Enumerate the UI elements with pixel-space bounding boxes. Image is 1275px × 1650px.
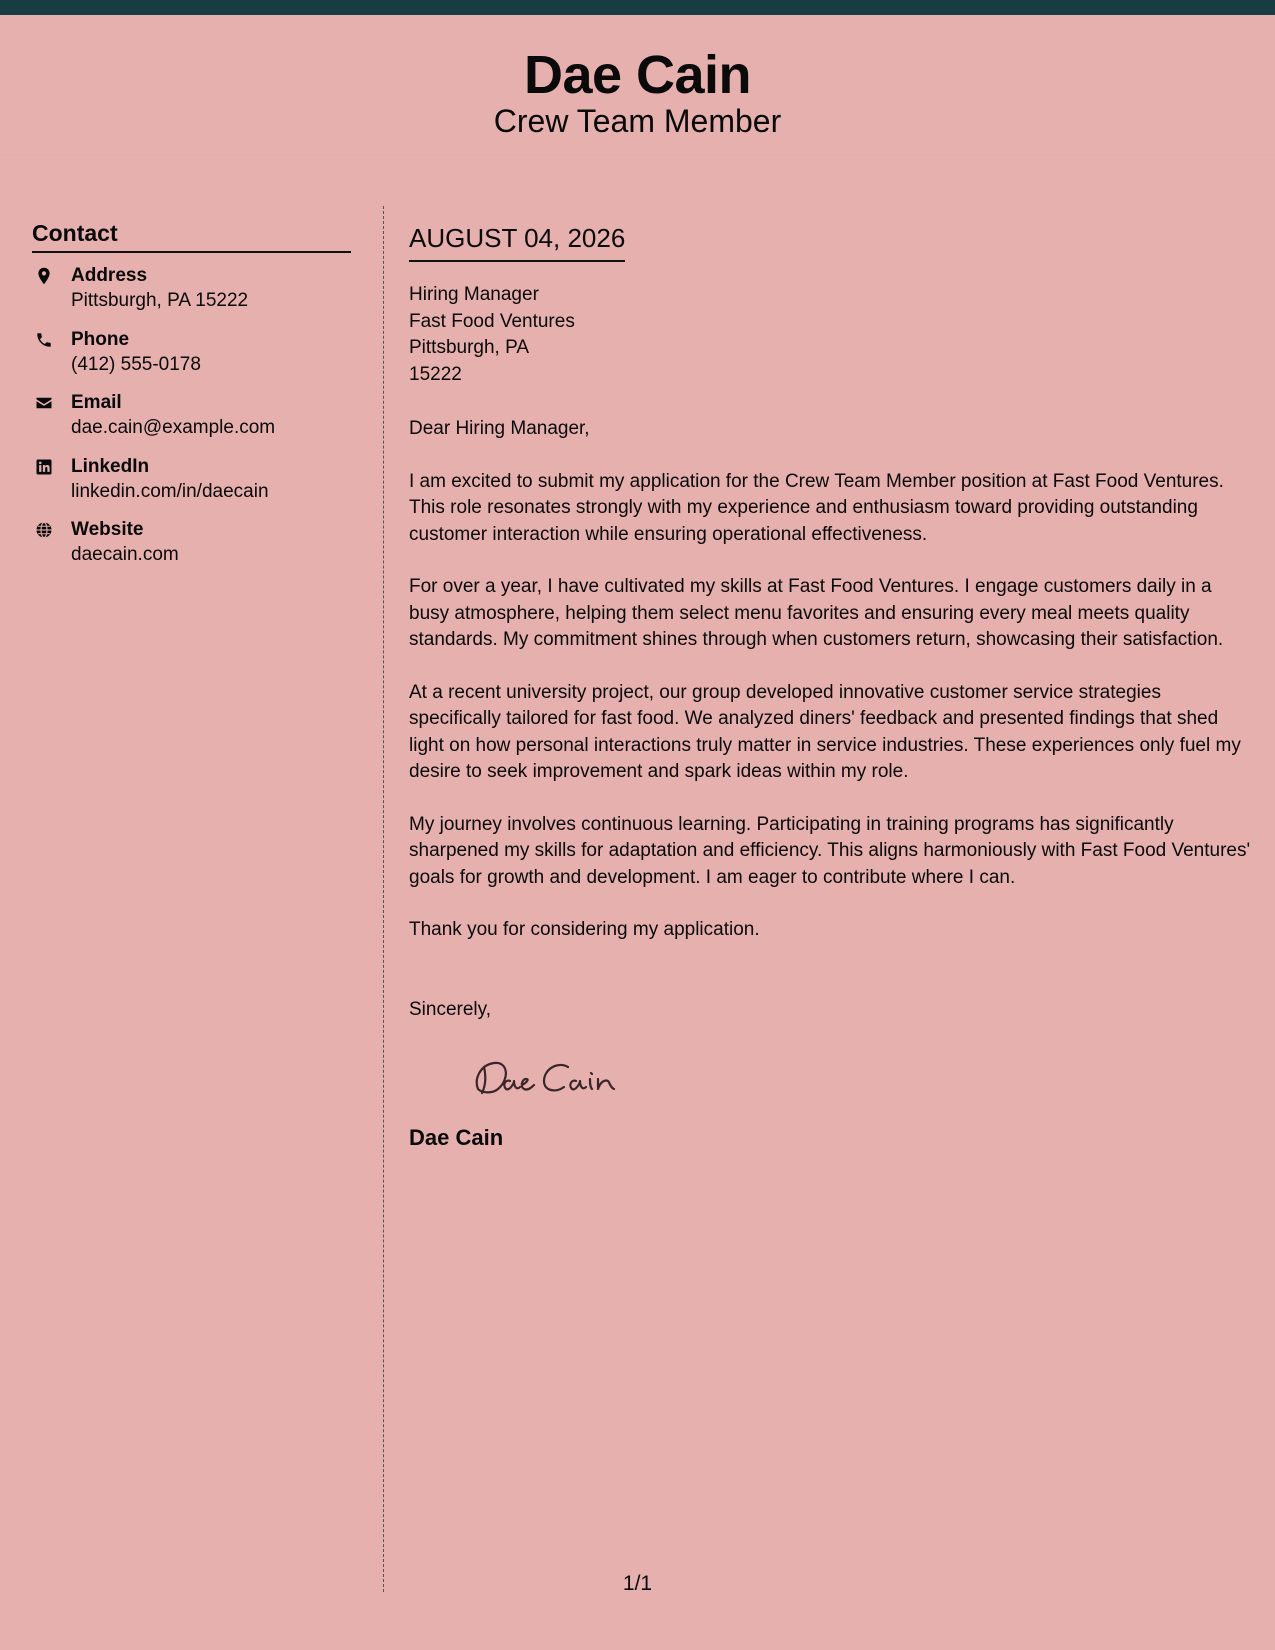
body-paragraph: My journey involves continuous learning. Participating in training programs has significantly sharpened my skills for adaptation and efficiency. This aligns harmoniously with Fast Food Ventures' goals for growth and development. I am eager to contribute where I can. bbox=[409, 813, 1251, 888]
contact-label: Email bbox=[71, 392, 122, 413]
closing: Sincerely, bbox=[409, 998, 492, 1020]
letter-body bbox=[409, 220, 1254, 1153]
envelope-icon bbox=[35, 394, 53, 412]
contact-value: (412) 555-0178 bbox=[71, 353, 201, 375]
contact-value: dae.cain@example.com bbox=[71, 417, 276, 438]
contact-label: Address bbox=[71, 265, 148, 286]
applicant-name: Dae Cain bbox=[523, 45, 752, 105]
signer-name: Dae Cain bbox=[409, 1125, 504, 1150]
contact-heading: Contact bbox=[32, 218, 351, 253]
contact-item-address bbox=[32, 263, 351, 327]
letter-date: AUGUST 04, 2026 bbox=[409, 220, 625, 262]
salutation: Dear Hiring Manager, bbox=[409, 418, 590, 439]
contact-item-website bbox=[32, 517, 351, 581]
recipient-line: Pittsburgh, PA bbox=[409, 337, 530, 358]
contact-sidebar bbox=[32, 218, 351, 581]
contact-value: daecain.com bbox=[71, 544, 179, 565]
body-paragraph: I am excited to submit my application for the Crew Team Member position at Fast Food Ventures. This role resonates strongly with my experience and enthusiasm toward providing outstanding customer interaction while ensuring operational effectiveness. bbox=[409, 470, 1224, 545]
applicant-role: Crew Team Member bbox=[493, 103, 782, 139]
top-accent-bar bbox=[0, 0, 1275, 15]
handwritten-signature bbox=[464, 1049, 1254, 1109]
contact-label: LinkedIn bbox=[71, 455, 150, 477]
column-divider bbox=[383, 206, 384, 1592]
resume-header bbox=[0, 15, 1275, 155]
linkedin-icon bbox=[35, 458, 53, 476]
map-pin-icon bbox=[35, 267, 53, 285]
recipient-line: Hiring Manager bbox=[409, 284, 539, 305]
contact-value: Pittsburgh, PA 15222 bbox=[71, 290, 249, 311]
contact-item-linkedin bbox=[32, 454, 351, 518]
contact-label: Phone bbox=[71, 328, 130, 350]
contact-value: linkedin.com/in/daecain bbox=[71, 480, 269, 502]
contact-item-email bbox=[32, 390, 351, 454]
contact-list bbox=[32, 263, 351, 581]
contact-item-phone bbox=[32, 327, 351, 391]
globe-icon bbox=[35, 521, 53, 539]
contact-label: Website bbox=[71, 519, 144, 540]
recipient-line: Fast Food Ventures bbox=[409, 310, 575, 332]
body-paragraph: For over a year, I have cultivated my skills at Fast Food Ventures. I engage customers daily in a busy atmosphere, helping them select menu favorites and ensuring every meal meets quality standards. My commitment shines through when customers return, showcasing their satisfaction. bbox=[409, 576, 1224, 650]
body-paragraph: At a recent university project, our group developed innovative customer service strategies specifically tailored for fast food. We analyzed diners' feedback and presented findings that shed light on how personal interactions truly matter in service industries. These experiences only fuel my desire to seek improvement and spark ideas within my role. bbox=[409, 681, 1241, 782]
phone-icon bbox=[35, 331, 53, 349]
recipient-line: 15222 bbox=[409, 363, 462, 385]
page-number: 1/1 bbox=[622, 1572, 653, 1595]
recipient-block bbox=[409, 282, 1254, 388]
body-paragraph: Thank you for considering my application. bbox=[409, 919, 760, 940]
